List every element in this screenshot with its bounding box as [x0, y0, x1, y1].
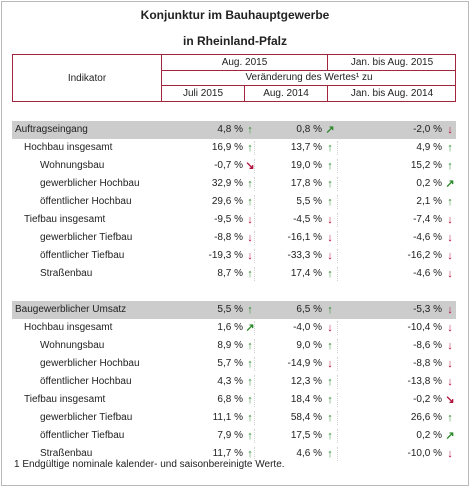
table-row — [12, 409, 456, 427]
value-cell-1: -0,7 % — [214, 160, 243, 171]
table-row — [12, 355, 456, 373]
row-label: Tiefbau insgesamt — [24, 214, 106, 225]
row-label: Wohnungsbau — [40, 340, 105, 351]
value-cell-2: -14,9 % — [287, 358, 322, 369]
row-label: gewerblicher Tiefbau — [40, 232, 133, 243]
arrow-up-icon: ↑ — [247, 178, 253, 190]
arrow-down-icon: ↓ — [447, 214, 453, 226]
table-row — [12, 265, 456, 283]
section-row — [12, 121, 456, 139]
value-cell-3: -7,4 % — [413, 214, 442, 225]
arrow-down-icon: ↓ — [447, 358, 453, 370]
table-row — [12, 193, 456, 211]
table-row — [12, 175, 456, 193]
arrow-down-icon: ↓ — [247, 214, 253, 226]
value-cell-1: 29,6 % — [211, 196, 243, 207]
value-cell-1: 1,6 % — [217, 322, 243, 333]
value-cell-1: 4,8 % — [217, 124, 243, 135]
table-row — [12, 427, 456, 445]
header-aug-2014: Aug. 2014 — [263, 88, 309, 99]
arrow-up-right-icon: ↗ — [445, 430, 455, 442]
value-cell-3: 15,2 % — [410, 160, 442, 171]
row-label: Straßenbau — [40, 448, 93, 459]
row-label: Wohnungsbau — [40, 160, 105, 171]
value-cell-1: 32,9 % — [211, 178, 243, 189]
value-cell-2: 9,0 % — [296, 340, 322, 351]
arrow-up-icon: ↑ — [247, 268, 253, 280]
table-row — [12, 211, 456, 229]
arrow-down-icon: ↓ — [447, 376, 453, 388]
arrow-down-icon: ↓ — [447, 124, 453, 136]
value-cell-1: 8,7 % — [217, 268, 243, 279]
arrow-up-icon: ↑ — [447, 160, 453, 172]
value-cell-3: 0,2 % — [416, 430, 442, 441]
value-cell-1: 8,9 % — [217, 340, 243, 351]
value-cell-2: 19,0 % — [290, 160, 322, 171]
value-cell-2: 18,4 % — [290, 394, 322, 405]
arrow-down-icon: ↓ — [327, 232, 333, 244]
value-cell-1: 5,7 % — [217, 358, 243, 369]
value-cell-1: 6,8 % — [217, 394, 243, 405]
value-cell-1: 16,9 % — [211, 142, 243, 153]
value-cell-2: 0,8 % — [296, 124, 322, 135]
row-label: Baugewerblicher Umsatz — [15, 304, 127, 315]
value-cell-3: -4,6 % — [413, 268, 442, 279]
header-juli-2015: Juli 2015 — [182, 88, 224, 99]
row-label: Hochbau insgesamt — [24, 142, 113, 153]
arrow-up-icon: ↑ — [247, 394, 253, 406]
value-cell-2: 5,5 % — [296, 196, 322, 207]
arrow-up-icon: ↑ — [247, 196, 253, 208]
header-veraenderung: Veränderung des Wertes¹ zu — [245, 72, 373, 83]
row-label: öffentlicher Tiefbau — [40, 430, 125, 441]
arrow-up-icon: ↑ — [247, 340, 253, 352]
value-cell-2: -4,0 % — [293, 322, 322, 333]
page-title: Konjunktur im Bauhauptgewerbe — [140, 8, 330, 22]
data-rows — [12, 121, 456, 463]
arrow-down-right-icon: ↘ — [245, 160, 255, 172]
row-label: öffentlicher Hochbau — [40, 196, 132, 207]
arrow-up-icon: ↑ — [447, 142, 453, 154]
value-cell-2: -4,5 % — [293, 214, 322, 225]
arrow-up-right-icon: ↗ — [245, 322, 255, 334]
arrow-up-icon: ↑ — [327, 412, 333, 424]
row-label: Hochbau insgesamt — [24, 322, 113, 333]
arrow-up-icon: ↑ — [247, 376, 253, 388]
page-subtitle: in Rheinland-Pfalz — [182, 34, 287, 48]
row-spacer — [12, 283, 456, 301]
arrow-down-right-icon: ↘ — [445, 394, 455, 406]
value-cell-3: -4,6 % — [413, 232, 442, 243]
table-row — [12, 337, 456, 355]
table-row — [12, 391, 456, 409]
value-cell-3: -0,2 % — [413, 394, 442, 405]
header-aug-2015: Aug. 2015 — [221, 57, 268, 68]
value-cell-3: 26,6 % — [410, 412, 442, 423]
value-cell-1: 11,7 % — [212, 448, 243, 459]
header-jan-aug-2015: Jan. bis Aug. 2015 — [350, 57, 434, 68]
arrow-down-icon: ↓ — [447, 250, 453, 262]
value-cell-1: -9,5 % — [214, 214, 243, 225]
arrow-up-icon: ↑ — [327, 376, 333, 388]
arrow-up-icon: ↑ — [327, 340, 333, 352]
table-row — [12, 157, 456, 175]
row-label: Straßenbau — [40, 268, 93, 279]
arrow-down-icon: ↓ — [327, 322, 333, 334]
value-cell-2: 13,7 % — [290, 142, 322, 153]
arrow-up-right-icon: ↗ — [325, 124, 335, 136]
arrow-up-icon: ↑ — [447, 196, 453, 208]
value-cell-3: -10,4 % — [407, 322, 442, 333]
arrow-up-icon: ↑ — [247, 142, 253, 154]
row-label: gewerblicher Hochbau — [40, 358, 140, 369]
arrow-up-icon: ↑ — [327, 394, 333, 406]
value-cell-3: -13,8 % — [407, 376, 442, 387]
table-row — [12, 139, 456, 157]
value-cell-2: -33,3 % — [287, 250, 322, 261]
value-cell-2: 4,6 % — [296, 448, 322, 459]
value-cell-2: 12,3 % — [290, 376, 322, 387]
value-cell-2: 17,4 % — [290, 268, 322, 279]
footnote: 1 Endgültige nominale kalender- und saisonbereinigte Werte. — [14, 459, 285, 470]
arrow-down-icon: ↓ — [327, 214, 333, 226]
arrow-down-icon: ↓ — [447, 340, 453, 352]
value-cell-2: 17,8 % — [290, 178, 322, 189]
arrow-down-icon: ↓ — [247, 250, 253, 262]
arrow-up-icon: ↑ — [447, 412, 453, 424]
value-cell-3: 2,1 % — [416, 196, 442, 207]
row-label: Auftragseingang — [15, 124, 88, 135]
arrow-up-icon: ↑ — [327, 142, 333, 154]
row-label: gewerblicher Hochbau — [40, 178, 140, 189]
arrow-up-icon: ↑ — [327, 304, 333, 316]
value-cell-3: -10,0 % — [407, 448, 442, 459]
row-label: Tiefbau insgesamt — [24, 394, 106, 405]
table-header — [12, 54, 456, 102]
arrow-down-icon: ↓ — [247, 232, 253, 244]
row-label: gewerblicher Tiefbau — [40, 412, 133, 423]
arrow-up-icon: ↑ — [247, 358, 253, 370]
value-cell-3: -5,3 % — [413, 304, 442, 315]
header-jan-aug-2014: Jan. bis Aug. 2014 — [350, 88, 434, 99]
arrow-down-icon: ↓ — [447, 232, 453, 244]
arrow-up-icon: ↑ — [247, 304, 253, 316]
value-cell-2: 17,5 % — [290, 430, 322, 441]
value-cell-1: 4,3 % — [217, 376, 243, 387]
arrow-up-icon: ↑ — [327, 268, 333, 280]
value-cell-2: 6,5 % — [296, 304, 322, 315]
arrow-up-icon: ↑ — [247, 448, 253, 460]
section-row — [12, 301, 456, 319]
arrow-up-icon: ↑ — [327, 448, 333, 460]
value-cell-2: 58,4 % — [290, 412, 322, 423]
arrow-up-icon: ↑ — [247, 124, 253, 136]
value-cell-3: -8,8 % — [413, 358, 442, 369]
arrow-down-icon: ↓ — [447, 304, 453, 316]
table-row — [12, 319, 456, 337]
value-cell-3: -2,0 % — [413, 124, 442, 135]
value-cell-1: 5,5 % — [217, 304, 243, 315]
value-cell-1: -8,8 % — [214, 232, 243, 243]
value-cell-3: 4,9 % — [416, 142, 442, 153]
arrow-up-right-icon: ↗ — [445, 178, 455, 190]
table-row — [12, 373, 456, 391]
arrow-up-icon: ↑ — [327, 196, 333, 208]
arrow-up-icon: ↑ — [327, 178, 333, 190]
header-indikator: Indikator — [67, 73, 107, 84]
row-label: öffentlicher Hochbau — [40, 376, 132, 387]
arrow-up-icon: ↑ — [327, 160, 333, 172]
arrow-up-icon: ↑ — [327, 430, 333, 442]
value-cell-1: 7,9 % — [217, 430, 243, 441]
value-cell-2: -16,1 % — [287, 232, 322, 243]
arrow-down-icon: ↓ — [447, 268, 453, 280]
arrow-up-icon: ↑ — [247, 412, 253, 424]
table-row — [12, 229, 456, 247]
value-cell-3: -8,6 % — [413, 340, 442, 351]
value-cell-3: 0,2 % — [416, 178, 442, 189]
value-cell-3: -16,2 % — [407, 250, 442, 261]
arrow-down-icon: ↓ — [447, 448, 453, 460]
value-cell-1: 11,1 % — [212, 412, 243, 423]
arrow-down-icon: ↓ — [327, 250, 333, 262]
row-label: öffentlicher Tiefbau — [40, 250, 125, 261]
arrow-down-icon: ↓ — [447, 322, 453, 334]
table-row — [12, 247, 456, 265]
arrow-down-icon: ↓ — [327, 358, 333, 370]
arrow-up-icon: ↑ — [247, 430, 253, 442]
value-cell-1: -19,3 % — [208, 250, 243, 261]
